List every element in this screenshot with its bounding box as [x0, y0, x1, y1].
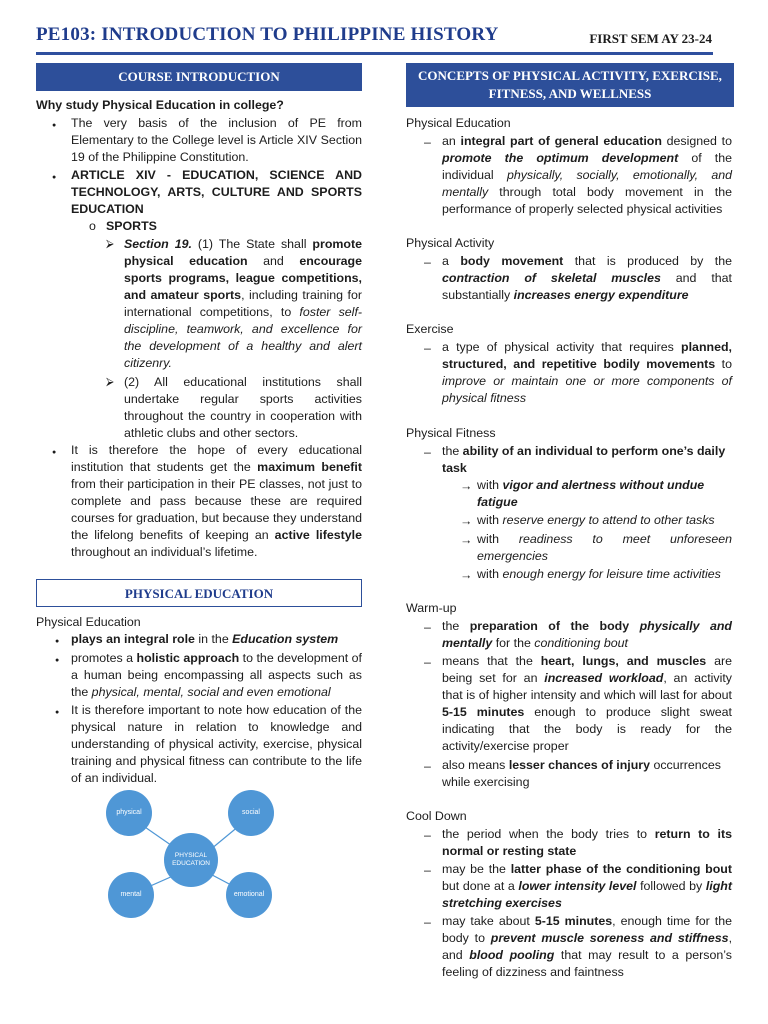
dash-bullet: – [424, 655, 431, 669]
arrowhead-bullet-icon: ⮚ [106, 238, 114, 250]
course-introduction-banner: COURSE INTRODUCTION [36, 63, 362, 91]
pe-definition-heading: Physical Education [406, 116, 511, 130]
cool-down-point-2: may be the latter phase of the conditioning bout but done at a lower intensity level followed by light stretching exercises [442, 862, 733, 910]
intro-bullet-3: It is therefore the hope of every educational institution that students get the maximum benefit from their participation in their PE classes, not just to complete and pass because these are required courses for graduation, but because they understand the lifelong benefits of keeping an active lifestyle throughout an individual’s lifetime. [71, 443, 363, 559]
header-divider [36, 52, 713, 55]
pe-bullet-2: promotes a holistic approach to the development of a human being encompassing all aspects such as the physical, mental, social and even emotional [71, 651, 362, 699]
arrow-icon: → [460, 479, 473, 493]
pe-bullet-1: plays an integral role in the Education system [71, 632, 339, 646]
fitness-point-2: with reserve energy to attend to other tasks [477, 513, 715, 527]
fitness-point-4: with enough energy for leisure time activities [477, 567, 721, 581]
diagram-node-center: PHYSICAL EDUCATION [164, 833, 218, 887]
diagram-node-mental: mental [108, 872, 154, 918]
sub-bullet-marker: o [89, 219, 96, 233]
warm-up-point-1: the preparation of the body physically and mentally for the conditioning bout [442, 619, 732, 650]
physical-activity-text: a body movement that is produced by the contraction of skeletal muscles and that substantially increases energy expenditure [442, 254, 733, 302]
sports-subheading: SPORTS [106, 219, 157, 233]
concepts-banner: CONCEPTS OF PHYSICAL ACTIVITY, EXERCISE, FITNESS, AND WELLNESS [406, 63, 734, 107]
dash-bullet: – [424, 341, 431, 355]
bullet-icon [55, 703, 63, 721]
dash-bullet: – [424, 620, 431, 634]
exercise-text: a type of physical activity that requires planned, structured, and repetitive bodily movements to improve or maintain one or more components of physical fitness [442, 340, 732, 405]
bullet-icon [52, 168, 60, 186]
warm-up-point-2: means that the heart, lungs, and muscles are being set for an increased workload, an activity that is of higher intensity and which will last for about 5-15 minutes enough to produce slight sweat indicating that the body is ready for the activity/exercise proper [442, 654, 732, 753]
pe-bullet-3: It is therefore important to note how education of the physical nature in relation to knowledge and understanding of physical activity, exercise, physical training and physical fitness can contribute to the life of an individual. [71, 703, 362, 785]
diagram-node-physical: physical [106, 790, 152, 836]
bullet-icon [52, 116, 60, 134]
bullet-icon [55, 632, 63, 650]
arrow-icon: → [460, 533, 473, 547]
physical-fitness-heading: Physical Fitness [406, 426, 496, 440]
semester-label: FIRST SEM AY 23-24 [589, 31, 712, 46]
physical-fitness-text: the ability of an individual to perform one’s daily task [442, 444, 726, 475]
dash-bullet: – [424, 445, 431, 459]
intro-bullet-2: ARTICLE XIV - EDUCATION, SCIENCE AND TECHNOLOGY, ARTS, CULTURE AND SPORTS EDUCATION [71, 168, 362, 216]
diagram-node-social: social [228, 790, 274, 836]
pe-heading: Physical Education [36, 615, 141, 629]
fitness-point-1: with vigor and alertness without undue fatigue [477, 478, 705, 509]
cool-down-point-1: the period when the body tries to return to its normal or resting state [442, 827, 732, 858]
page-header [36, 24, 732, 54]
warm-up-point-3: also means lesser chances of injury occurrences while exercising [442, 758, 721, 789]
dash-bullet: – [424, 255, 431, 269]
bullet-icon [55, 651, 63, 669]
dash-bullet: – [424, 863, 431, 877]
diagram-node-emotional: emotional [226, 872, 272, 918]
dash-bullet: – [424, 915, 431, 929]
pe-definition-text: an integral part of general education designed to promote the optimum development of the individual physically, socially, emotionally, and mentally through total body movement in the performance of properly selected physical activities [442, 134, 732, 216]
physical-activity-heading: Physical Activity [406, 236, 495, 250]
dash-bullet: – [424, 759, 431, 773]
warm-up-heading: Warm-up [406, 601, 457, 615]
document-title: PE103: INTRODUCTION TO PHILIPPINE HISTORY [36, 24, 499, 45]
fitness-point-3: with readiness to meet unforeseen emergencies [477, 532, 732, 563]
arrowhead-bullet-icon: ⮚ [106, 376, 114, 388]
dash-bullet: – [424, 828, 431, 842]
intro-bullet-1: The very basis of the inclusion of PE from Elementary to the College level is Article XIV Section 19 of the Philippine Constitution. [71, 116, 362, 164]
dash-bullet: – [424, 135, 431, 149]
bullet-icon [52, 443, 60, 461]
why-heading: Why study Physical Education in college? [36, 98, 284, 112]
arrow-icon: → [460, 514, 473, 528]
section-19-item-2: (2) All educational institutions shall undertake regular sports activities throughout the country in cooperation with athletic clubs and other sectors. [124, 375, 362, 440]
cool-down-point-3: may take about 5-15 minutes, enough time for the body to prevent muscle soreness and stiffness, and blood pooling that may result to a person’s feeling of dizziness and faintness [442, 914, 733, 979]
cool-down-heading: Cool Down [406, 809, 467, 823]
physical-education-banner: PHYSICAL EDUCATION [36, 579, 362, 607]
exercise-heading: Exercise [406, 322, 454, 336]
arrow-icon: → [460, 568, 473, 582]
section-19-text: Section 19. (1) The State shall promote physical education and encourage sports programs, league competitions, and amateur sports, including training for international competitions, to foster self-discipline, teamwork, and excellence for the development of a healthy and alert citizenry. [124, 237, 363, 370]
